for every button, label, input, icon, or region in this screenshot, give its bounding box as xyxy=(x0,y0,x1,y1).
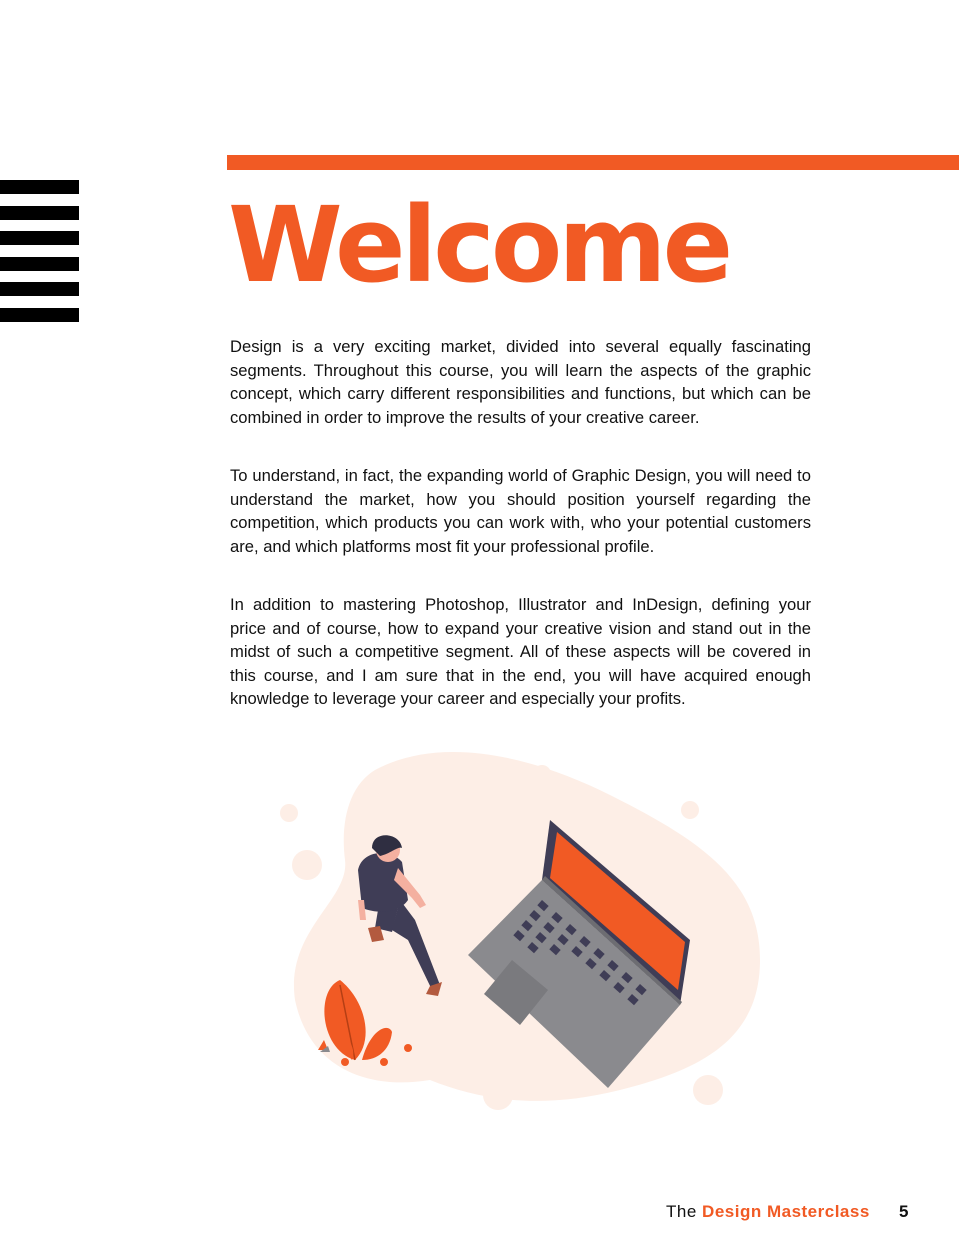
dot xyxy=(693,1075,723,1105)
footer-brand: Design Masterclass xyxy=(702,1202,870,1221)
bar xyxy=(0,257,79,271)
dot xyxy=(292,850,322,880)
bar xyxy=(0,206,79,220)
hamburger-bars-decoration xyxy=(0,180,79,334)
illustration xyxy=(280,750,770,1125)
paragraph-3: In addition to mastering Photoshop, Illustrator and InDesign, defining your price and of course, how to expand your creative vision and stand out in the midst of such a competitive segment. All of these aspects will be covered in this course, and I am sure that in the end, you will have acquired enough knowledge to leverage your career and especially your profits. xyxy=(230,595,811,708)
bar xyxy=(0,282,79,296)
dot xyxy=(681,801,699,819)
dot xyxy=(483,1080,513,1110)
footer-prefix: The xyxy=(666,1202,697,1221)
page-number: 5 xyxy=(899,1202,909,1221)
bar xyxy=(0,308,79,322)
bar xyxy=(0,180,79,194)
dot xyxy=(533,765,551,783)
paragraph-1: Design is a very exciting market, divided into several equally fascinating segments. Throughout this course, you will learn the aspects of the graphic concept, which carry different responsibilities and functions, but which can be combined in order to improve the results of your creative career. xyxy=(230,337,811,427)
page-footer xyxy=(666,1202,909,1222)
paragraph-2: To understand, in fact, the expanding world of Graphic Design, you will need to understand the market, how you should position yourself regarding the competition, which products you can work with, who your potential customers are, and which platforms most fit your professional profile. xyxy=(230,466,811,556)
page-title: Welcome xyxy=(228,184,730,306)
bar xyxy=(0,231,79,245)
dot xyxy=(280,804,298,822)
body-text xyxy=(230,335,811,746)
workspace-illustration xyxy=(280,750,770,1120)
top-accent-rule xyxy=(227,155,959,170)
